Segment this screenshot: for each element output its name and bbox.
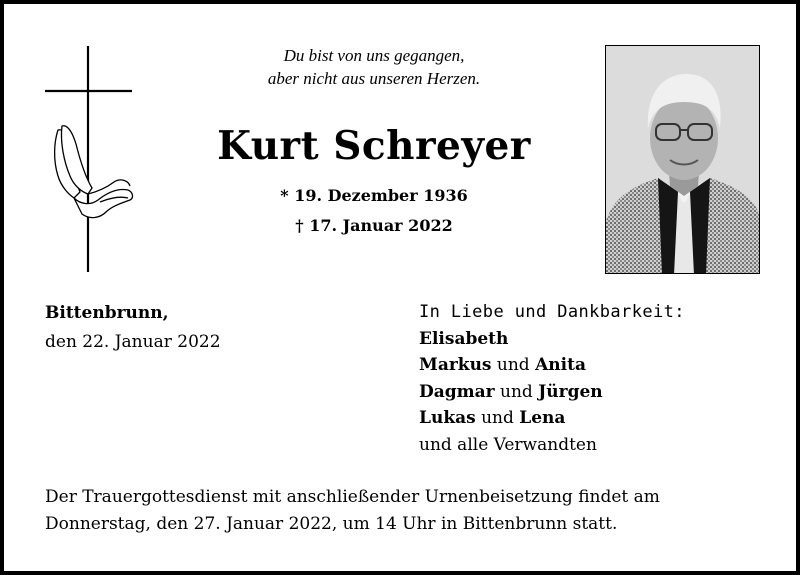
mourner-name: Lena <box>519 408 566 428</box>
death-date: † 17. Januar 2022 <box>295 216 453 235</box>
memorial-quote <box>199 44 549 90</box>
funeral-service-info <box>45 484 775 538</box>
portrait-photo <box>605 45 760 274</box>
mourner-name: Jürgen <box>538 381 603 402</box>
mourner-elisabeth: Elisabeth <box>419 328 509 349</box>
mourner-name: Dagmar <box>419 381 495 402</box>
mourner-name: Lukas <box>419 408 476 428</box>
mourner-relatives: und alle Verwandten <box>419 434 597 455</box>
mourner-pair-3 <box>419 405 759 432</box>
mourner-pair-1 <box>419 352 759 379</box>
mourner-name: Anita <box>535 355 586 375</box>
thanks-heading: In Liebe und Dankbarkeit: <box>419 302 685 322</box>
quote-line-1: Du bist von uns gegangen, <box>283 46 465 65</box>
birth-date: * 19. Dezember 1936 <box>280 186 468 205</box>
place-and-date <box>45 299 365 357</box>
notice-date: den 22. Januar 2022 <box>45 332 221 352</box>
mourner-name: Markus <box>419 355 492 375</box>
service-line-2: Donnerstag, den 27. Januar 2022, um 14 Uhr in Bittenbrunn statt. <box>45 514 618 534</box>
mourners-list <box>419 299 759 458</box>
portrait-illustration <box>606 46 760 274</box>
quote-line-2: aber nicht aus unseren Herzen. <box>267 69 481 88</box>
life-dates <box>174 181 574 241</box>
deceased-name: Kurt Schreyer <box>217 123 531 169</box>
cross-with-praying-hands-icon <box>40 42 140 277</box>
mourner-pair-2 <box>419 379 759 406</box>
connector: und <box>500 381 533 402</box>
praying-hands-icon <box>55 126 133 218</box>
place: Bittenbrunn, <box>45 303 169 323</box>
service-line-1: Der Trauergottesdienst mit anschließender Urnenbeisetzung findet am <box>45 487 660 507</box>
connector: und <box>496 355 530 375</box>
connector: und <box>481 408 514 428</box>
